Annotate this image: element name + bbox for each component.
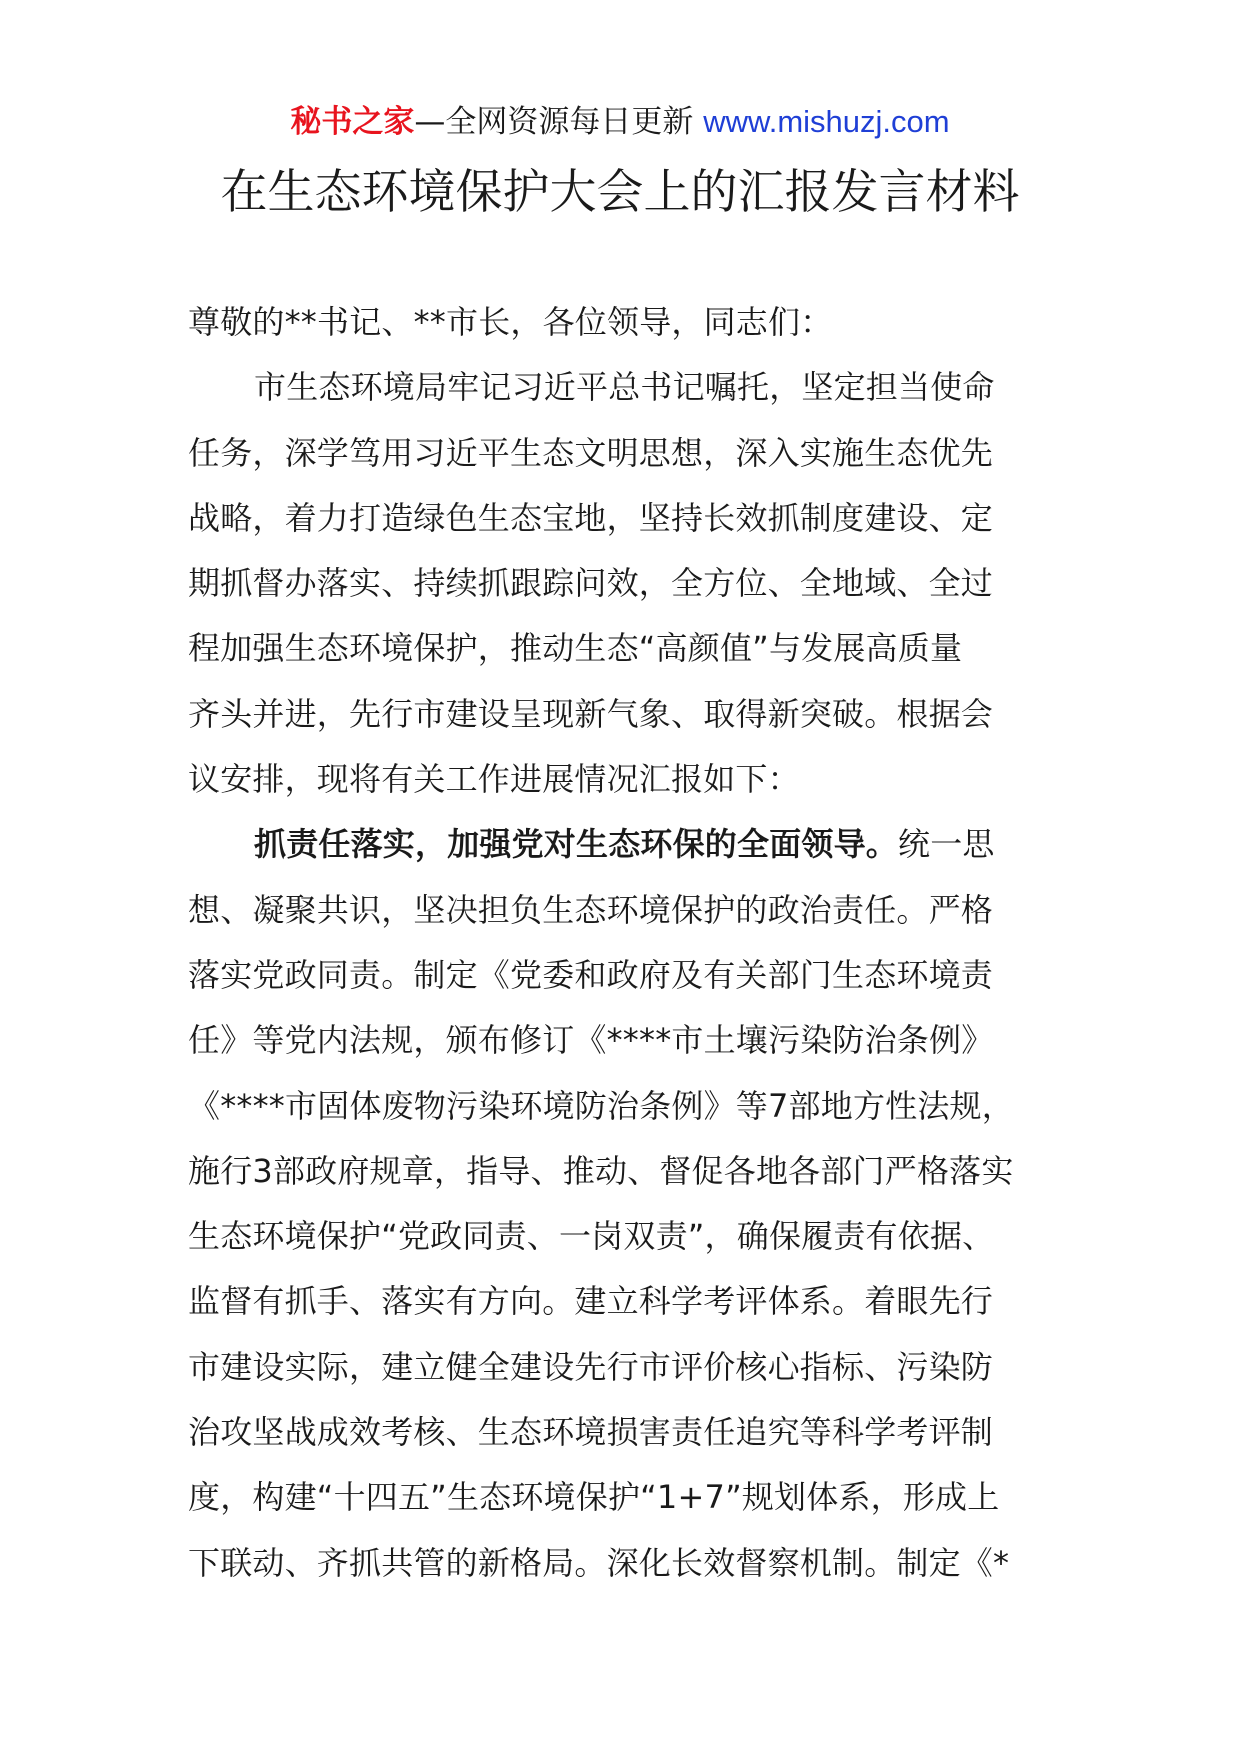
header-tagline: —全网资源每日更新 — [414, 104, 694, 140]
salutation: 尊敬的**书记、**市长，各位领导，同志们： — [188, 303, 833, 341]
text-fragment: 统一思 — [898, 825, 995, 864]
text-line: 想、凝聚共识，坚决担负生态环境保护的政治责任。严格 — [188, 890, 994, 929]
text-line: 期抓督办落实、持续抓跟踪问效，全方位、全地域、全过 — [188, 564, 994, 603]
text-line: 任务，深学笃用习近平生态文明思想，深入实施生态优先 — [188, 433, 994, 472]
text-line: 任》等党内法规，颁布修订《****市土壤污染防治条例》 — [188, 1021, 994, 1060]
section-heading: 抓责任落实，加强党对生态环保的全面领导。 — [254, 825, 899, 864]
text-line: 下联动、齐抓共管的新格局。深化长效督察机制。制定《* — [188, 1543, 1010, 1582]
text-line: 落实党政同责。制定《党委和政府及有关部门生态环境责 — [188, 955, 994, 994]
text-line: 议安排，现将有关工作进展情况汇报如下： — [188, 760, 800, 799]
text-line: 市建设实际，建立健全建设先行市评价核心指标、污染防 — [188, 1347, 994, 1386]
text-line: 施行3部政府规章，指导、推动、督促各地各部门严格落实 — [188, 1151, 1014, 1190]
paragraph-intro — [188, 355, 1048, 812]
text-line: 齐头并进，先行市建设呈现新气象、取得新突破。根据会 — [188, 694, 994, 733]
text-line: 市生态环境局牢记习近平总书记嘱托，坚定担当使命 — [254, 368, 995, 407]
text-line: 生态环境保护“党政同责、一岗双责”，确保履责有依据、 — [188, 1217, 995, 1256]
paragraph-responsibility — [188, 812, 1048, 1596]
text-line: 监督有抓手、落实有方向。建立科学考评体系。着眼先行 — [188, 1282, 994, 1321]
text-line: 度，构建“十四五”生态环境保护“1+7”规划体系，形成上 — [188, 1478, 1000, 1517]
site-url-link[interactable]: www.mishuzj.com — [703, 104, 950, 139]
text-line: 《****市固体废物污染环境防治条例》等7部地方性法规， — [188, 1086, 1014, 1125]
site-header — [0, 100, 1240, 144]
text-line: 程加强生态环境保护，推动生态“高颜值”与发展高质量 — [188, 629, 963, 668]
text-line — [188, 812, 1048, 877]
document-title: 在生态环境保护大会上的汇报发言材料 — [220, 165, 1020, 220]
brand-name: 秘书之家 — [290, 104, 415, 140]
text-line: 治攻坚战成效考核、生态环境损害责任追究等科学考评制 — [188, 1413, 994, 1452]
document-body — [188, 290, 1048, 1596]
text-line: 战略，着力打造绿色生态宝地，坚持长效抓制度建设、定 — [188, 498, 994, 537]
